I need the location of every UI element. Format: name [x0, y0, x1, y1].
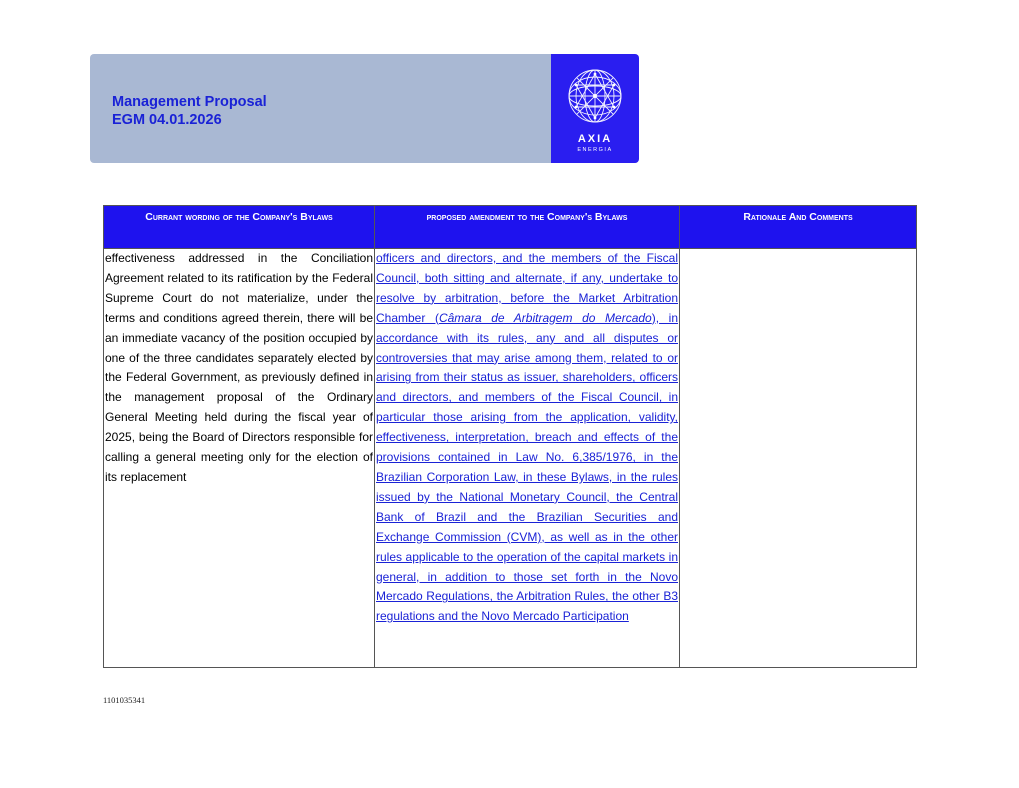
- amendment-text-part1: officers and directors, and the members of the Fiscal Council, both sitting and alternate, if any, undertake to resolve by arbitration, before the Market Arbitration Chamber (: [376, 251, 678, 325]
- document-number: 1101035341: [103, 695, 146, 705]
- proposed-amendment-cell: [375, 249, 680, 668]
- current-wording-cell: effectiveness addressed in the Conciliation Agreement related to its ratification by the Federal Supreme Court do not materialize, under the terms and conditions agreed therein, there will be an immediate vacancy of the position occupied by one of the three candidates separately elected by the Federal Government, as previously defined in the management proposal of the Ordinary General Meeting held during the fiscal year of 2025, being the Board of Directors responsible for calling a general meeting only for the election of its replacement: [104, 249, 375, 668]
- header-rationale: Rationale And Comments: [680, 206, 917, 249]
- bylaws-comparison-table: [103, 205, 917, 668]
- globe-logo-icon: [567, 68, 623, 124]
- title-line-egm-date: EGM 04.01.2026: [112, 112, 222, 128]
- header-banner: [90, 54, 552, 163]
- amendment-text-part2: ), in accordance with its rules, any and all disputes or controversies that may arise among them, related to or arising from their status as issuer, shareholders, officers and directors, and members of the Fiscal Council, in particular those arising from the application, validity, effectiveness, interpretation, breach and effects of the provisions contained in Law No. 6,385/1976, in the Brazilian Corporation Law, in these Bylaws, in the rules issued by the National Monetary Council, the Central Bank of Brazil and the Brazilian Securities and Exchange Commission (CVM), as well as in the other rules applicable to the operation of the capital markets in general, in addition to those set forth in the Novo Mercado Regulations, the Arbitration Rules, the other B3 regulations and the Novo Mercado Participation: [376, 310, 678, 624]
- header-current-wording: Currant wording of the Company's Bylaws: [104, 206, 375, 249]
- company-logo: [551, 54, 639, 163]
- logo-subtitle: ENERGIA: [577, 147, 613, 153]
- amendment-text-italic: Câmara de Arbitragem do Mercado: [438, 310, 652, 325]
- header-proposed-amendment: proposed amendment to the Company's Bylaws: [375, 206, 680, 249]
- table-header-row: [104, 206, 917, 249]
- logo-wordmark: AXIA: [577, 133, 613, 145]
- title-line-proposal: Management Proposal: [112, 94, 267, 110]
- rationale-cell: [680, 249, 917, 668]
- document-title: [112, 93, 267, 129]
- table-row: [104, 249, 917, 668]
